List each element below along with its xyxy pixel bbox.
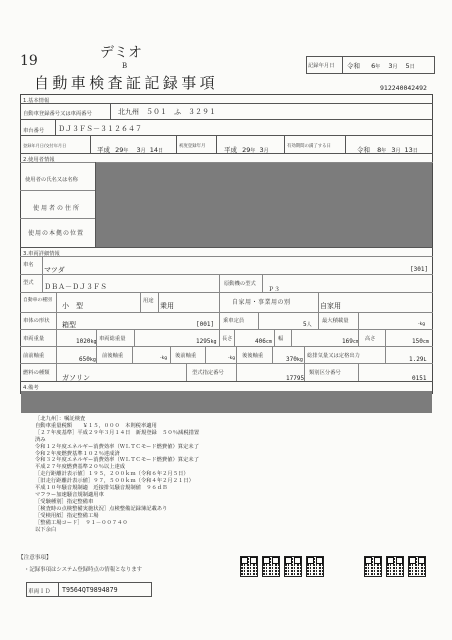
registration-label: 自動車登録番号又は車両番号 (23, 111, 92, 117)
body-code: [001] (196, 321, 215, 328)
redacted-user-info (96, 163, 432, 247)
body-label: 車体の形状 (23, 318, 50, 324)
record-date-label: 記録年月日 (308, 63, 335, 69)
maker-label: 車名 (23, 262, 34, 268)
use-label: 用途 (143, 298, 154, 304)
qr-code-4 (306, 556, 324, 577)
remark-line: ［走行距離計表示値］１９５，２００ｋｍ（令和６年２月５日） (35, 471, 189, 478)
capacity-label: 乗車定員 (223, 318, 245, 324)
remark-line: 以下余白 (35, 526, 57, 533)
fr-value: -kg (160, 356, 168, 361)
handwritten-number: 19 (20, 53, 38, 69)
remark-line: 平成２７年度燃費基準２０％以上達成 (35, 464, 126, 471)
purpose-label: 自家用・事業用の別 (232, 299, 291, 306)
qr-code-6 (386, 556, 404, 577)
maker-value: マツダ (44, 266, 65, 274)
notice-heading: 【注意事項】 (18, 555, 52, 561)
height-label: 高さ (365, 336, 376, 342)
qr-code-1 (240, 556, 258, 577)
section-remarks-heading: 4.備考 (23, 385, 39, 391)
registration-value: 北九州 ５０１ ふ ３２９１ (118, 108, 216, 116)
remark-line: 自動車重量税額 ￥１５，０００ 本則税率適用 (35, 422, 157, 429)
designation-label: 型式指定番号 (192, 370, 224, 376)
fw-label: 前前軸重 (23, 353, 45, 359)
class-label: 類別区分番号 (309, 370, 341, 376)
section-vehicle-heading: 3.車両詳細情報 (23, 251, 60, 257)
remark-line: マフラー加速騒音規制適用車 (35, 491, 104, 498)
max-load-value: -kg (418, 322, 426, 327)
gross-value: 1295kg (196, 338, 217, 345)
page-title: 自動車検査証記録事項 (34, 74, 219, 92)
purpose-value: 自家用 (320, 302, 341, 310)
chassis-label: 車台番号 (23, 128, 45, 134)
kind-label: 自動車の種別 (23, 298, 52, 303)
max-load-label: 最大積載量 (322, 318, 349, 324)
width-label: 幅 (278, 336, 284, 342)
maker-code: [301] (410, 266, 429, 273)
displacement-label: 総排気量又は定格出力 (307, 353, 360, 359)
vehicle-id-value: T9564QT9894879 (62, 586, 118, 594)
qr-code-3 (284, 556, 302, 577)
remarks-list (35, 416, 199, 533)
remark-line: 令和１２年度エネルギー消費効率（ＷＬＴＣモード燃費値）算定未了 (35, 443, 199, 450)
rf-value: -kg (228, 356, 236, 361)
remark-line: ［旧走行距離計表示値］９７，５００ｋｍ（令和４年２月２１日） (35, 478, 194, 485)
user-name-label: 使用者の氏名又は名称 (25, 177, 78, 183)
capacity-value: 5人 (303, 321, 312, 328)
expiry-label: 有効期間の満了する日 (287, 144, 331, 149)
chassis-value: ＤＪ３ＦＳ－３１２６４７ (58, 125, 142, 133)
qr-code-7 (408, 556, 426, 577)
rr-value: 370kg (286, 356, 303, 363)
document-number: 912240042492 (380, 84, 427, 92)
redacted-remarks (21, 391, 432, 413)
remark-line: ［受検用紙］指定整備工場 (35, 512, 99, 519)
handwritten-b-mark: B (122, 62, 128, 70)
weight-value: 1020kg (76, 338, 97, 345)
weight-label: 車両重量 (23, 336, 45, 342)
handwritten-car-note: デミオ (100, 45, 142, 61)
kind-value: 小 型 (62, 302, 83, 310)
user-address-label: 使用者の住所 (33, 205, 82, 212)
fuel-label: 燃料の種類 (23, 370, 50, 376)
remark-line: ［北九州］：嘱託検査 (35, 416, 86, 422)
expiry-value: 令和 8年 3月 13日 (357, 146, 418, 154)
qr-code-2 (262, 556, 280, 577)
fuel-value: ガソリン (62, 374, 90, 382)
first-year-value: 平成 29年 3月 (224, 146, 269, 154)
fr-label: 前後軸重 (102, 353, 124, 359)
model-label: 型式 (23, 280, 34, 286)
engine-label: 原動機の型式 (224, 281, 256, 287)
body-value: 箱型 (62, 321, 76, 329)
designation-value: 17795 (286, 375, 305, 382)
remark-line: ［検査時の点検整備実施状況］点検整備記録簿記載あり (35, 505, 168, 512)
length-label: 長さ (222, 336, 233, 342)
qr-code-5 (364, 556, 382, 577)
class-value: 0151 (412, 375, 427, 382)
gross-label: 車両総重量 (99, 336, 126, 342)
fw-value: 650kg (79, 356, 96, 363)
width-value: 169cm (342, 338, 359, 345)
first-year-label: 初度登録年月 (179, 144, 206, 149)
user-base-label: 使用の本拠の位置 (28, 230, 85, 237)
remark-line: ［受験種別］指定整備車 (35, 498, 94, 505)
model-value: ＤＢＡ－ＤＪ３ＦＳ (44, 283, 107, 291)
remark-line: ［２７年度基準］平成２９年３月１４日 新規登録 ５０％減税措置 (35, 429, 200, 436)
notice-line: ・記録事項はシステム登録時点の情報となります (24, 567, 143, 573)
section-basic-heading: 1.基本情報 (23, 98, 50, 104)
remark-line: ［整備工場コード］ ９１－００７４０ (35, 519, 128, 526)
first-reg-value: 平成 29年 3月 14日 (97, 146, 163, 154)
remark-line: 済み (35, 436, 46, 443)
section-user-heading: 2.使用者情報 (23, 157, 55, 163)
vehicle-id-label: 車両ＩＤ (28, 589, 51, 595)
record-date-value: 令和 6年 3月 5日 (347, 62, 415, 70)
use-value: 乗用 (160, 302, 174, 310)
rf-label: 後前軸重 (175, 353, 197, 359)
rr-label: 後後軸重 (242, 353, 264, 359)
remark-line: 令和２年度燃費基準１０２％達成済 (35, 450, 120, 457)
first-reg-label: 登録年月日/交付年月日 (23, 143, 67, 148)
remark-line: 令和３２年度エネルギー消費効率（ＷＬＴＣモード燃費値）算定未了 (35, 457, 199, 464)
remark-line: 平成１０年騒音規制適 近接排気騒音規制値 ９６ｄＢ (35, 485, 168, 492)
engine-value: Ｐ３ (268, 286, 281, 293)
length-value: 406cm (255, 338, 272, 345)
displacement-value: 1.29L (409, 356, 427, 363)
height-value: 150cm (412, 338, 429, 345)
